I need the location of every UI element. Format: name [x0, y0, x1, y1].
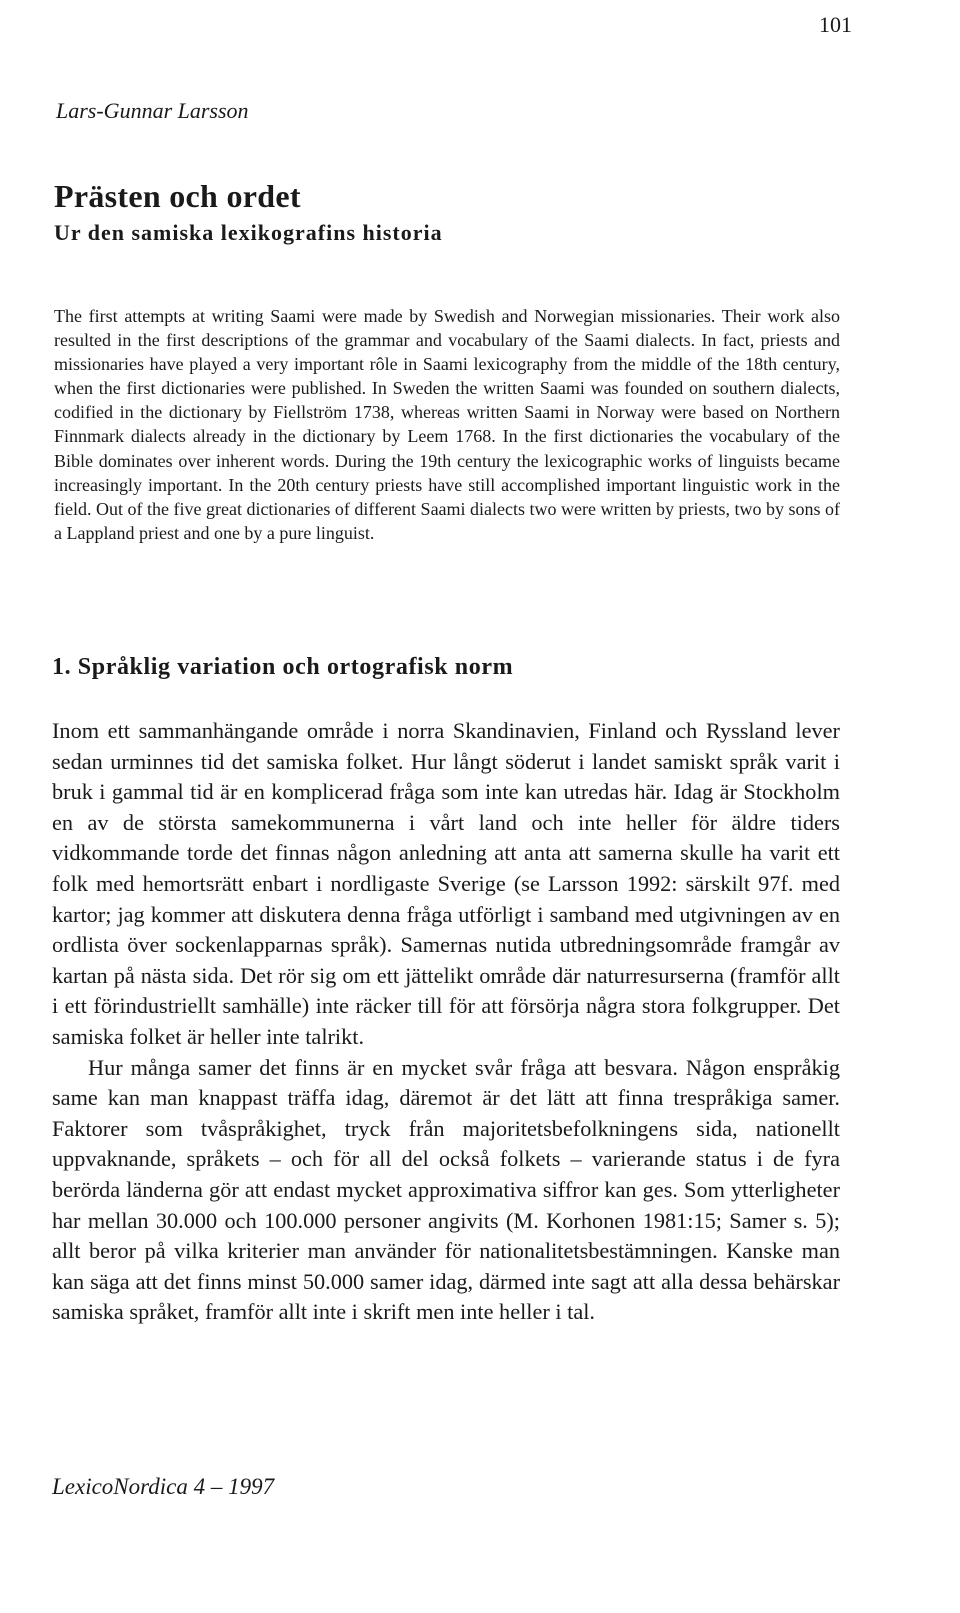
body-paragraph: Inom ett sammanhängande område i norra Skandinavien, Finland och Ryssland lever sedan urminnes tid det samiska folket. Hur långt söderut i landet samiskt språk varit i bruk i gammal tid är en komplicerad fråga som inte kan utredas här. Idag är Stockholm en av de största samekommunerna i vårt land och inte heller för äldre tiders vidkommande torde det finnas någon anledning att anta att samerna skulle ha varit ett folk med hemortsrätt enbart i nordligaste Sverige (se Larsson 1992: särskilt 97f. med kartor; jag kommer att diskutera denna fråga utförligt i samband med utgivningen av en ordlista över sockenlapparnas språk). Samernas nutida utbredningsområde framgår av kartan på nästa sida. Det rör sig om ett jättelikt område där naturresurserna (framför allt i ett förindustriellt samhälle) inte räcker till för att försörja några stora folkgrupper. Det samiska folket är heller inte talrikt.: [52, 718, 840, 1049]
author-name: Lars-Gunnar Larsson: [56, 98, 249, 123]
body-paragraph: Hur många samer det finns är en mycket svår fråga att besvara. Någon enspråkig same kan man knappast träffa idag, däremot är det lätt att finna trespråkiga samer. Faktorer som tvåspråkighet, tryck från majoritetsbefolkningens sida, nationellt uppvaknande, språkets – och för all del också folkets – varierande status i de fyra berörda länderna gör att endast mycket approximativa siffror kan ges. Som ytterligheter har mellan 30.000 och 100.000 personer angivits (M. Korhonen 1981:15; Samer s. 5); allt beror på vilka kriterier man använder för nationalitetsbestämningen. Kanske man kan säga att det finns minst 50.000 samer idag, därmed inte sagt att alla dessa behärskar samiska språket, framför allt inte i skrift men inte heller i tal.: [52, 1054, 840, 1325]
article-subtitle: Ur den samiska lexikografins historia: [54, 220, 443, 245]
page-number: 101: [819, 12, 852, 37]
journal-footer: LexicoNordica 4 – 1997: [52, 1474, 275, 1499]
section-body: [52, 716, 840, 1328]
abstract: The first attempts at writing Saami were made by Swedish and Norwegian missionaries. Their work also resulted in the first descriptions of the grammar and vocabulary of the Saami dialects. In fact, priests and missionaries have played a very important rôle in Saami lexicography from the middle of the 18th century, when the first dictionaries were published. In Sweden the written Saami was founded on southern dialects, codified in the dictionary by Fiellström 1738, whereas written Saami in Norway were based on Northern Finnmark dialects already in the dictionary by Leem 1768. In the first dictionaries the vocabulary of the Bible dominates over inherent words. During the 19th century the lexicographic works of linguists became increasingly important. In the 20th century priests have still accomplished important linguistic work in the field. Out of the five great dictionaries of different Saami dialects two were written by priests, two by sons of a Lappland priest and one by a pure linguist.: [54, 306, 840, 543]
section-heading: 1. Språklig variation och ortografisk norm: [52, 654, 514, 680]
article-title: Prästen och ordet: [54, 178, 301, 214]
